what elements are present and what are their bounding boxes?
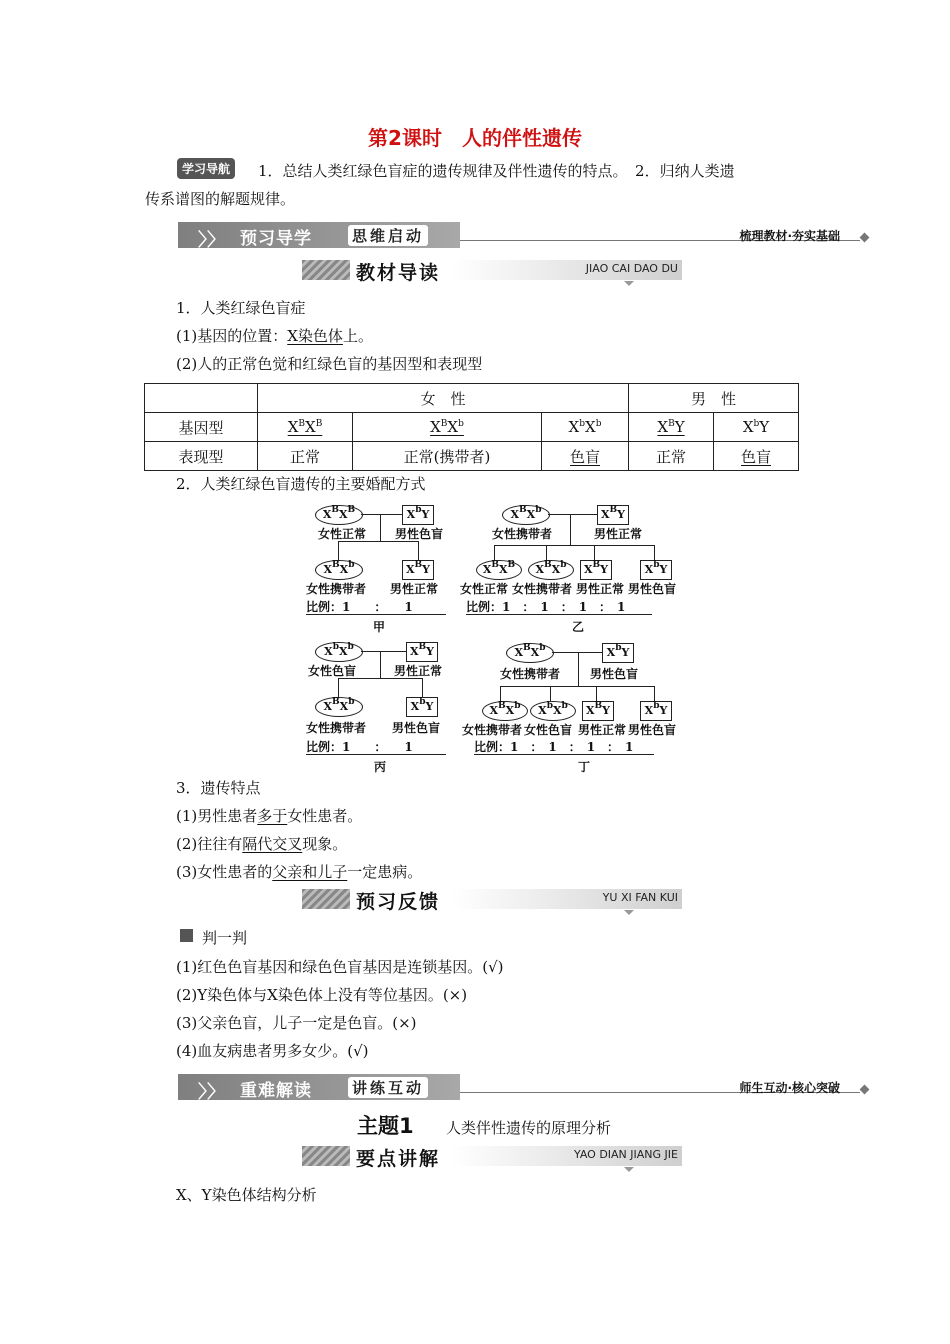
- label: 女性携带者: [462, 723, 523, 737]
- male-symbol: $X^bY$: [402, 505, 434, 525]
- diagram-name: 丙: [374, 760, 387, 774]
- label: 女性携带者: [306, 582, 367, 596]
- sub-header-feedback: [302, 887, 682, 913]
- label: 男性色盲: [395, 527, 444, 541]
- s1-p1-a: (1)基因的位置：: [176, 327, 288, 345]
- diagram-name: 丁: [578, 760, 591, 774]
- ratio: 比例：1 ： 1: [306, 600, 413, 614]
- triangle-down-icon: [624, 910, 634, 915]
- male-symbol: $X^BY$: [582, 701, 614, 721]
- table-female-header: 女 性: [258, 384, 629, 413]
- diagram-ding: [460, 640, 690, 780]
- female-symbol: $X^bX^b$: [315, 642, 363, 662]
- label: 女性正常: [460, 582, 509, 596]
- section-banner-analysis: [178, 1074, 868, 1102]
- male-symbol: $X^BY$: [580, 560, 612, 580]
- judge-q3: (3)父亲色盲，儿子一定是色盲。(×): [176, 1014, 417, 1032]
- label: 男性正常: [578, 723, 627, 737]
- s1-p1: [176, 326, 373, 346]
- s1-p2: (2)人的正常色觉和红绿色盲的基因型和表现型: [176, 355, 483, 373]
- label: 女性色盲: [524, 723, 573, 737]
- diagram-jia: [300, 500, 450, 640]
- diamond-icon: [860, 233, 870, 243]
- sub-header-keypoints: [302, 1144, 682, 1170]
- label: 女性携带者: [500, 667, 561, 681]
- s1-heading: 1．人类红绿色盲症: [176, 299, 306, 317]
- s3-heading: 3．遗传特点: [176, 779, 261, 797]
- banner-right-text: 梳理教材·夯实基础: [739, 229, 840, 243]
- table-cell: 正常(携带者): [353, 442, 542, 471]
- label: 女性色盲: [308, 664, 357, 678]
- male-symbol: $X^bY$: [640, 560, 672, 580]
- male-symbol: $X^BY$: [597, 505, 629, 525]
- table-row-label: 表现型: [145, 442, 258, 471]
- s1-p1-answer: X染色体: [287, 327, 343, 345]
- label: 男性正常: [576, 582, 625, 596]
- s3-line-1: (1)男性患者多于女性患者。: [176, 807, 363, 825]
- banner-label-2: 讲练互动: [348, 1077, 428, 1098]
- table-cell: 色盲: [714, 442, 799, 471]
- banner-label-2: 思维启动: [348, 225, 428, 246]
- diamond-icon: [860, 1085, 870, 1095]
- guide-badge: 学习导航: [177, 158, 235, 179]
- table-male-header: 男 性: [629, 384, 799, 413]
- banner-label: 预习导学: [240, 229, 312, 249]
- s1-p1-c: 上。: [342, 327, 373, 345]
- banner-label: 重难解读: [240, 1081, 312, 1101]
- chevron-icon: 〉〉: [198, 230, 225, 251]
- table-cell: $X^BX^b$: [353, 413, 542, 442]
- female-symbol: $X^BX^b$: [506, 643, 554, 663]
- label: 男性正常: [594, 527, 643, 541]
- male-symbol: $X^bY$: [640, 701, 672, 721]
- label: 女性携带者: [492, 527, 553, 541]
- label: 男性色盲: [628, 723, 677, 737]
- guide-text-1: 1．总结人类红绿色盲症的遗传规律及伴性遗传的特点。 2．归纳人类遗: [258, 162, 735, 180]
- label: 男性色盲: [628, 582, 677, 596]
- topic-text: 人类伴性遗传的原理分析: [446, 1119, 612, 1137]
- chevron-icon: 〉〉: [198, 1082, 225, 1103]
- s3-line-3: (3)女性患者的父亲和儿子一定患病。: [176, 863, 423, 881]
- square-icon: [180, 929, 193, 942]
- male-symbol: $X^bY$: [406, 697, 438, 717]
- page-title: 第2课时 人的伴性遗传: [368, 126, 582, 150]
- triangle-down-icon: [624, 1167, 634, 1172]
- female-symbol: $X^BX^b$: [315, 697, 363, 717]
- banner-right-text: 师生互动·核心突破: [739, 1081, 840, 1095]
- sub-header-pinyin: YAO DIAN JIANG JIE: [573, 1148, 678, 1161]
- judge-q2: (2)Y染色体与X染色体上没有等位基因。(×): [176, 986, 468, 1004]
- female-symbol: $X^BX^b$: [502, 505, 550, 525]
- triangle-down-icon: [624, 281, 634, 286]
- s2-heading: 2．人类红绿色盲遗传的主要婚配方式: [176, 475, 426, 493]
- label: 男性色盲: [392, 721, 441, 735]
- sub-header-pinyin: JIAO CAI DAO DU: [585, 262, 678, 275]
- diagram-bing: [300, 640, 460, 780]
- table-row-label: 基因型: [145, 413, 258, 442]
- ratio: 比例：1 ： 1 ： 1 ： 1: [466, 600, 626, 614]
- table-cell: 正常: [258, 442, 353, 471]
- female-symbol: $X^BX^b$: [315, 560, 363, 580]
- sub-header-title: 要点讲解: [350, 1144, 446, 1171]
- diagram-name: 甲: [373, 620, 386, 634]
- label: 男性正常: [390, 582, 439, 596]
- label: 男性正常: [394, 664, 443, 678]
- male-symbol: $X^BY$: [406, 642, 438, 662]
- sub-header-pinyin: YU XI FAN KUI: [602, 891, 678, 904]
- last-line: X、Y染色体结构分析: [176, 1186, 317, 1204]
- table-cell: $X^bY$: [714, 413, 799, 442]
- judge-q4: (4)血友病患者男多女少。(√): [176, 1042, 369, 1060]
- female-symbol: $X^BX^b$: [482, 701, 528, 721]
- judge-q1: (1)红色色盲基因和绿色色盲基因是连锁基因。(√): [176, 958, 504, 976]
- guide-text-2: 传系谱图的解题规律。: [145, 190, 296, 208]
- table-cell: 色盲: [542, 442, 629, 471]
- label: 女性携带者: [306, 721, 367, 735]
- female-symbol: $X^BX^B$: [315, 505, 363, 525]
- s3-line-2: (2)往往有隔代交叉现象。: [176, 835, 348, 853]
- judge-heading: 判一判: [202, 929, 248, 947]
- sub-header-textbook: [302, 258, 682, 284]
- female-symbol: $X^BX^b$: [528, 560, 574, 580]
- male-symbol: $X^BY$: [402, 560, 434, 580]
- diagram-name: 乙: [572, 620, 585, 634]
- genotype-table: [144, 383, 799, 471]
- label: 男性色盲: [590, 667, 639, 681]
- female-symbol: $X^BX^B$: [476, 560, 522, 580]
- table-cell: $X^BX^B$: [258, 413, 353, 442]
- section-banner-preview: [178, 222, 868, 250]
- table-cell: $X^bX^b$: [542, 413, 629, 442]
- male-symbol: $X^bY$: [602, 643, 634, 663]
- label: 女性携带者: [512, 582, 573, 596]
- table-cell: 正常: [629, 442, 714, 471]
- sub-header-title: 教材导读: [350, 258, 446, 285]
- sub-header-title: 预习反馈: [350, 887, 446, 914]
- table-cell: $X^BY$: [629, 413, 714, 442]
- label: 女性正常: [318, 527, 367, 541]
- topic-number: 主题1: [357, 1114, 414, 1138]
- diagram-yi: [460, 500, 690, 640]
- ratio: 比例：1 ： 1 ： 1 ： 1: [474, 740, 634, 754]
- ratio: 比例：1 ： 1: [306, 740, 413, 754]
- female-symbol: $X^bX^b$: [530, 701, 576, 721]
